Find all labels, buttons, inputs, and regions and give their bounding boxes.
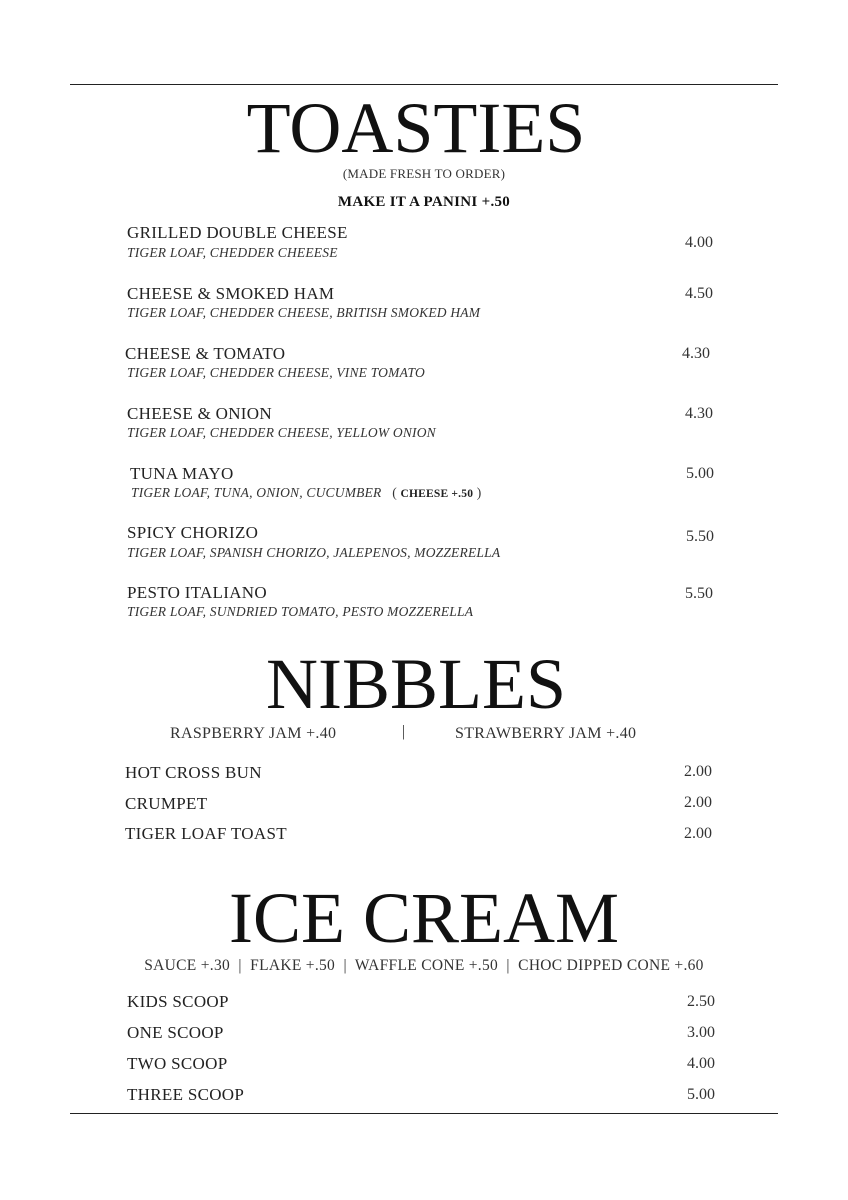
menu-item-desc	[131, 485, 481, 502]
menu-item-desc: TIGER LOAF, CHEDDER CHEESE, BRITISH SMOKED HAM	[127, 305, 481, 320]
menu-item-price: 4.30	[682, 345, 710, 362]
top-rule	[70, 84, 778, 85]
menu-item-name: GRILLED DOUBLE CHEESE	[127, 223, 348, 242]
menu-item-name: ONE SCOOP	[127, 1023, 224, 1042]
menu-item-price: 5.50	[685, 585, 713, 602]
panini-upgrade: MAKE IT A PANINI +.50	[337, 194, 511, 210]
menu-item-price: 5.00	[686, 465, 714, 482]
toasties-subtitle: (MADE FRESH TO ORDER)	[342, 166, 506, 181]
menu-item-desc: TIGER LOAF, CHEDDER CHEEESE	[127, 245, 338, 260]
menu-item-desc: TIGER LOAF, CHEDDER CHEESE, VINE TOMATO	[127, 365, 425, 380]
nibbles-heading: NIBBLES	[265, 644, 567, 724]
ice-cream-heading: ICE CREAM	[228, 878, 620, 958]
menu-item-price: 3.00	[687, 1024, 715, 1041]
menu-item-name: CHEESE & SMOKED HAM	[127, 284, 335, 303]
menu-item-name: TWO SCOOP	[127, 1054, 228, 1073]
menu-item-price: 2.50	[687, 993, 715, 1010]
nibbles-option-strawberry: STRAWBERRY JAM +.40	[455, 725, 637, 742]
menu-item-name: CRUMPET	[125, 794, 208, 813]
menu-item-price: 2.00	[684, 825, 712, 842]
toasties-heading: TOASTIES	[246, 88, 586, 168]
menu-item-name: CHEESE & TOMATO	[125, 344, 286, 363]
menu-item-name: HOT CROSS BUN	[125, 763, 262, 782]
ice-cream-extras: SAUCE +.30 | FLAKE +.50 | WAFFLE CONE +.50 | CHOC DIPPED CONE +.60	[144, 957, 704, 974]
menu-item-name: PESTO ITALIANO	[127, 583, 267, 602]
menu-item-price: 5.50	[686, 528, 714, 545]
menu-item-price: 2.00	[684, 763, 712, 780]
extra-open-paren: (	[392, 485, 397, 500]
nibbles-option-raspberry: RASPBERRY JAM +.40	[170, 725, 337, 742]
menu-item-desc: TIGER LOAF, CHEDDER CHEESE, YELLOW ONION	[127, 425, 436, 440]
menu-item-desc: TIGER LOAF, SPANISH CHORIZO, JALEPENOS, MOZZERELLA	[127, 545, 501, 560]
menu-item-name: TUNA MAYO	[130, 464, 234, 483]
menu-item-price: 4.50	[685, 285, 713, 302]
extra-close-paren: )	[476, 485, 482, 500]
menu-item-desc: TIGER LOAF, SUNDRIED TOMATO, PESTO MOZZERELLA	[127, 604, 474, 619]
menu-item-name: KIDS SCOOP	[127, 992, 229, 1011]
menu-item-desc-text: TIGER LOAF, TUNA, ONION, CUCUMBER	[131, 485, 382, 500]
menu-item-name: CHEESE & ONION	[127, 404, 272, 423]
menu-item-name: TIGER LOAF TOAST	[125, 824, 287, 843]
cheese-extra: CHEESE +.50	[400, 488, 474, 500]
menu-item-price: 4.30	[685, 405, 713, 422]
menu-item-name: SPICY CHORIZO	[127, 523, 259, 542]
menu-item-price: 4.00	[685, 234, 713, 251]
menu-item-price: 5.00	[687, 1086, 715, 1103]
menu-item-price: 2.00	[684, 794, 712, 811]
menu-item-price: 4.00	[687, 1055, 715, 1072]
menu-item-name: THREE SCOOP	[127, 1085, 245, 1104]
bottom-rule	[70, 1113, 778, 1114]
nibbles-option-separator: |	[402, 723, 406, 740]
